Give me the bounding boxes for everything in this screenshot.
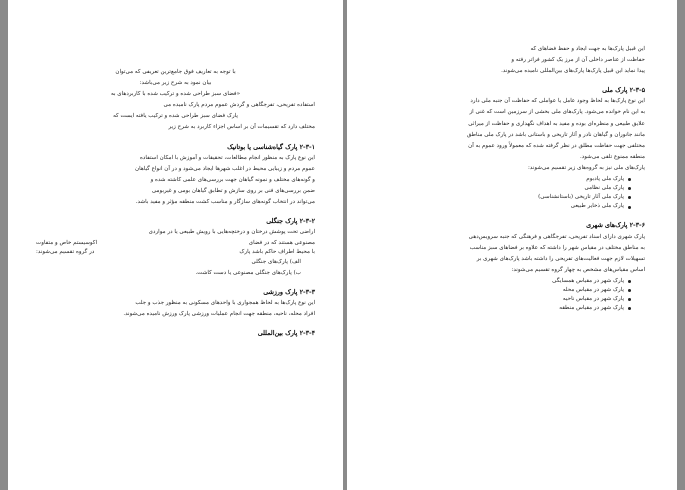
body-line: مختلفی جهت حفاظت مطلق در نظر گرفته شده که معمولاً ورود عموم به آن: [468, 142, 645, 149]
list-item: پارک شهر در مقیاس منطقه: [375, 304, 631, 313]
intro-line: بیان نمود به شرح زیر می‌باشد:: [139, 80, 212, 87]
intro-line: استفاده تفریحی، تفرجگاهی و گردش عموم مردم پارک نامیده می: [163, 102, 315, 109]
section-heading-national: ۲-۳-۵ پارک ملی: [602, 87, 645, 95]
section-body-forest: [36, 228, 315, 277]
body-line: پارک شهری دارای اسناد تفریحی، تفرجگاهی و فرهنگی که جنبه سرویس‌دهی: [468, 233, 645, 240]
document-page-right: [347, 0, 677, 490]
body-line: به این نام خوانده می‌شود. پارک‌های ملی بخشی از سرزمین است که غنی از: [469, 109, 645, 116]
list-item: ب) پارک‌های جنگلی مصنوعی یا دست کاشت.: [195, 269, 301, 276]
intro-line: پیدا نماید این قبیل پارک‌ها پارک‌های بین‌المللی نامیده می‌شوند.: [501, 68, 645, 75]
intro-line: «فضای سبز طراحی شده و ترکیب شده با کاربردهای به: [110, 91, 241, 98]
list-item: الف) پارک‌های جنگلی: [251, 258, 301, 265]
body-line: این نوع پارک به منظور انجام مطالعات، تحقیقات و آموزش با امکان استفاده: [140, 154, 315, 161]
list-item: پارک ملی آثار تاریخی (باستانشناسی): [375, 193, 631, 202]
section-heading-botanic: ۲-۳-۱ پارک گیاه‌شناسی یا بوتانیک: [227, 143, 315, 151]
body-line: پارک‌های ملی نیز به گروه‌های زیر تقسیم می‌شوند:: [527, 164, 645, 171]
body-line-side: اکوسیستم خاص و متفاوت: [36, 240, 98, 247]
body-line: مانند جانوران و گیاهان نادر و آثار تاریخی و باستانی باشد در پارک ملی مناطق: [466, 131, 645, 138]
body-line: علایق طبیعی و منظره‌ای بوده و مفید به اهداف نگهداری و حفاظت از میراثی: [468, 120, 645, 127]
body-line: می‌تواند در انتخاب گونه‌های سازگار و مناسب کشت منطقه مؤثر و مفید باشد.: [135, 199, 315, 206]
intro-line: حفاظت از عناصر داخلی آن از مرز یک کشور فراتر رفته و: [511, 57, 645, 64]
list-item: پارک شهر در مقیاس محله: [375, 286, 631, 295]
section-heading-international: ۲-۳-۴ پارک بین‌المللی: [257, 329, 315, 337]
body-line: این نوع پارک‌ها به لحاظ وجود عامل یا عواملی که حفاظت آن جنبه ملی دارد: [470, 98, 645, 105]
urban-park-list: [375, 277, 645, 313]
list-item: پارک ملی نظامی: [375, 184, 631, 193]
list-item: پارک شهر در مقیاس ناحیه: [375, 295, 631, 304]
list-item: پارک شهر در مقیاس همسایگی: [375, 277, 631, 286]
page-right-content: [375, 45, 645, 317]
intro-line: مختلف دارد که تقسیمات آن بر اساس اجزاء کاربرد به شرح زیر: [168, 124, 315, 131]
body-line-side: در گروه تقسیم می‌شوند:: [36, 249, 95, 256]
body-line: اراضی تحت پوشش درختان و درختچه‌هایی با رویش طبیعی یا در مواردی: [148, 229, 315, 236]
body-line: عموم مردم و زیبایی محیط در اغلب شهرها ایجاد می‌شود و در آن انواع گیاهان: [135, 165, 315, 172]
section-heading-urban: ۲-۳-۶ پارک‌های شهری: [586, 222, 645, 230]
body-line: تسهیلات لازم جهت فعالیت‌های تفریحی را داشته باشد پارک‌های شهری بر: [476, 255, 645, 262]
intro-line: با توجه به تعاریف فوق جامع‌ترین تعریفی که می‌توان: [115, 69, 236, 75]
section-body-urban: [375, 233, 645, 275]
section-heading-forest: ۲-۳-۲ پارک جنگلی: [266, 218, 315, 226]
intro-paragraph: [36, 68, 315, 133]
national-park-list: [375, 175, 645, 211]
body-line: به مناطق مختلف در مقیاس شهر را داشته که علاوه بر فضاهای سبز مناسب: [469, 244, 645, 251]
body-line: ضمن بررسی‌های فنی بر روی سازش و تطابق گیاهان بومی و غیربومی: [151, 187, 315, 194]
intro-line: پارک فضای سبز طراحی شده و ترکیب یافته ایست که: [113, 113, 238, 120]
body-line: مصنوعی هستند که در فضای: [248, 240, 315, 247]
body-line: و گونه‌های مختلف و نمونه گیاهان جهت بررسی‌های علمی کاشته شده و: [150, 176, 315, 183]
body-line: این نوع پارک‌ها به لحاظ همجواری با واحدهای مسکونی به منظور جذب و جلب: [135, 299, 315, 306]
section-body-sport: [36, 299, 315, 319]
body-line: اساس مقیاس‌های مشخص به چهار گروه تقسیم می‌شوند:: [511, 266, 645, 273]
body-line: افراد محله، ناحیه، منطقه جهت انجام عملیات ورزشی پارک ورزش نامیده می‌شوند.: [123, 310, 315, 317]
intro-line: این قبیل پارک‌ها به جهت ایجاد و حفظ فضاهای که: [530, 46, 645, 52]
document-page-left: [8, 0, 343, 490]
page-left-content: [36, 68, 315, 340]
body-row: [36, 248, 315, 257]
list-item: پارک ملی پادبوم: [375, 175, 631, 184]
section-heading-sport: ۲-۳-۳ پارک ورزشی: [263, 288, 315, 296]
intro-paragraph: [375, 45, 645, 76]
section-body-national: [375, 97, 645, 173]
body-line: منطقه ممنوع تلقی می‌شود.: [580, 153, 645, 160]
body-line: با محیط اطراف حاکم باشد پارک: [239, 249, 315, 256]
body-row: [36, 239, 315, 248]
list-item: پارک ملی ذخایر طبیعی: [375, 202, 631, 211]
section-body-botanic: [36, 154, 315, 207]
